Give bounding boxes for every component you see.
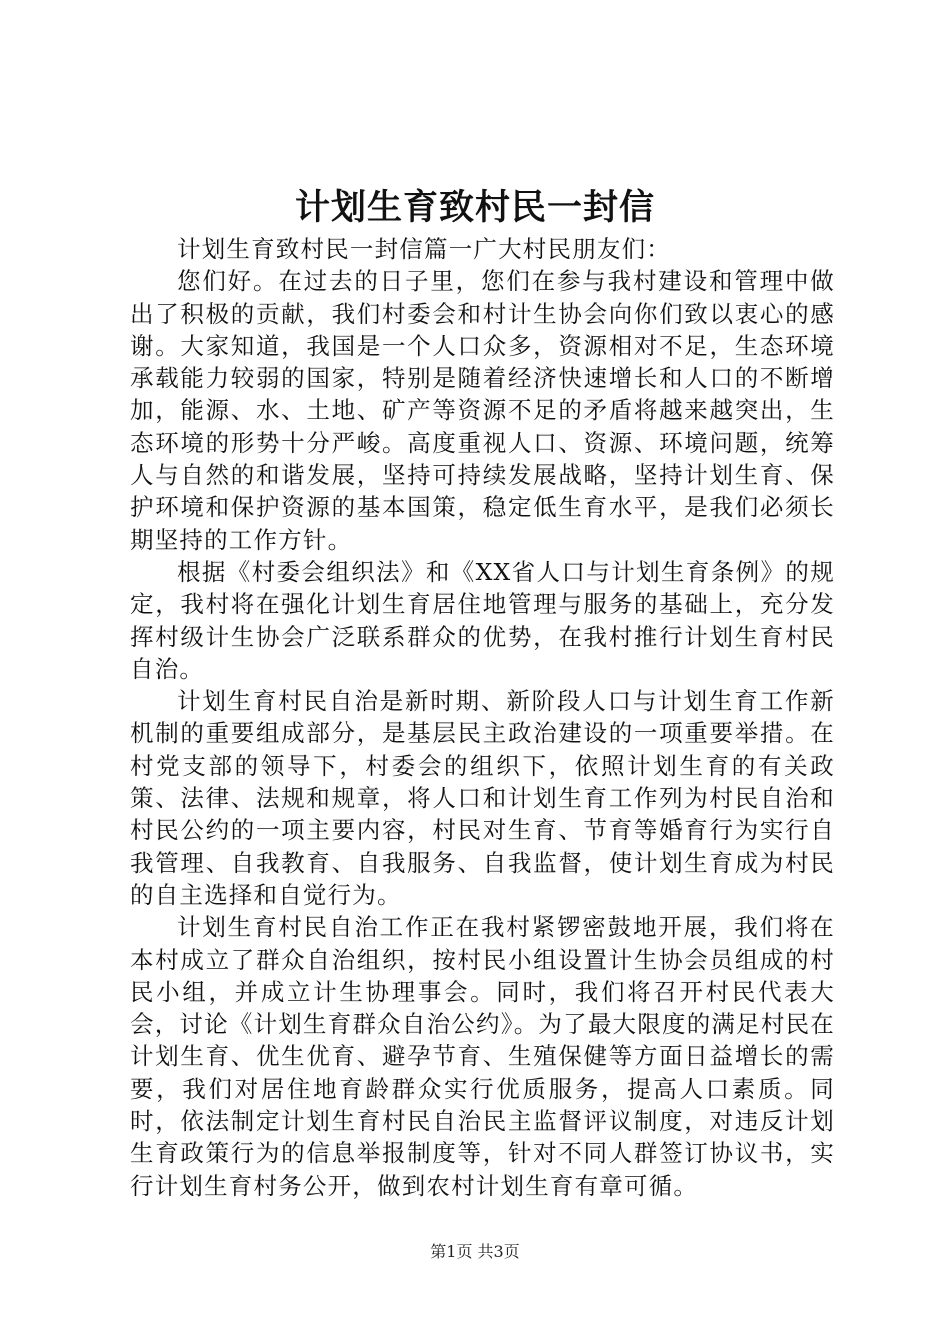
document-body	[130, 233, 835, 1202]
paragraph-salutation: 计划生育致村民一封信篇一广大村民朋友们：	[177, 235, 671, 263]
paragraph-legal-basis: 根据《村委会组织法》和《XX省人口与计划生育条例》的规定，我村将在强化计划生育居住地管理与服务的基础上，充分发挥村级计生协会广泛联系群众的优势，在我村推行计划生育村民自治。	[130, 557, 835, 683]
paragraph-self-governance: 计划生育村民自治是新时期、新阶段人口与计划生育工作新机制的重要组成部分，是基层民主政治建设的一项重要举措。在村党支部的领导下，村委会的组织下，依照计划生育的有关政策、法律、法规和规章，将人口和计划生育工作列为村民自治和村民公约的一项主要内容，村民对生育、节育等婚育行为实行自我管理、自我教育、自我服务、自我监督，使计划生育成为村民的自主选择和自觉行为。	[130, 687, 835, 909]
document-title: 计划生育致村民一封信	[294, 187, 655, 228]
paragraph-greeting: 您们好。在过去的日子里，您们在参与我村建设和管理中做出了积极的贡献，我们村委会和村计生协会向你们致以衷心的感谢。大家知道，我国是一个人口众多，资源相对不足，生态环境承载能力较弱的国家，特别是随着经济快速增长和人口的不断增加，能源、水、土地、矿产等资源不足的矛盾将越来越突出，生态环境的形势十分严峻。高度重视人口、资源、环境问题，统筹人与自然的和谐发展，坚持可持续发展战略，坚持计划生育、保护环境和保护资源的基本国策，稳定低生育水平，是我们必须长期坚持的工作方针。	[130, 267, 835, 554]
paragraph-implementation: 计划生育村民自治工作正在我村紧锣密鼓地开展，我们将在本村成立了群众自治组织，按村民小组设置计生协会员组成的村民小组，并成立计生协理事会。同时，我们将召开村民代表大会，讨论《计划生育群众自治公约》。为了最大限度的满足村民在计划生育、优生优育、避孕节育、生殖保健等方面日益增长的需要，我们对居住地育龄群众实行优质服务，提高人口素质。同时，依法制定计划生育村民自治民主监督评议制度，对违反计划生育政策行为的信息举报制度等，针对不同人群签订协议书，实行计划生育村务公开，做到农村计划生育有章可循。	[130, 913, 835, 1200]
page-number-footer: 第1页 共3页	[430, 1242, 520, 1261]
